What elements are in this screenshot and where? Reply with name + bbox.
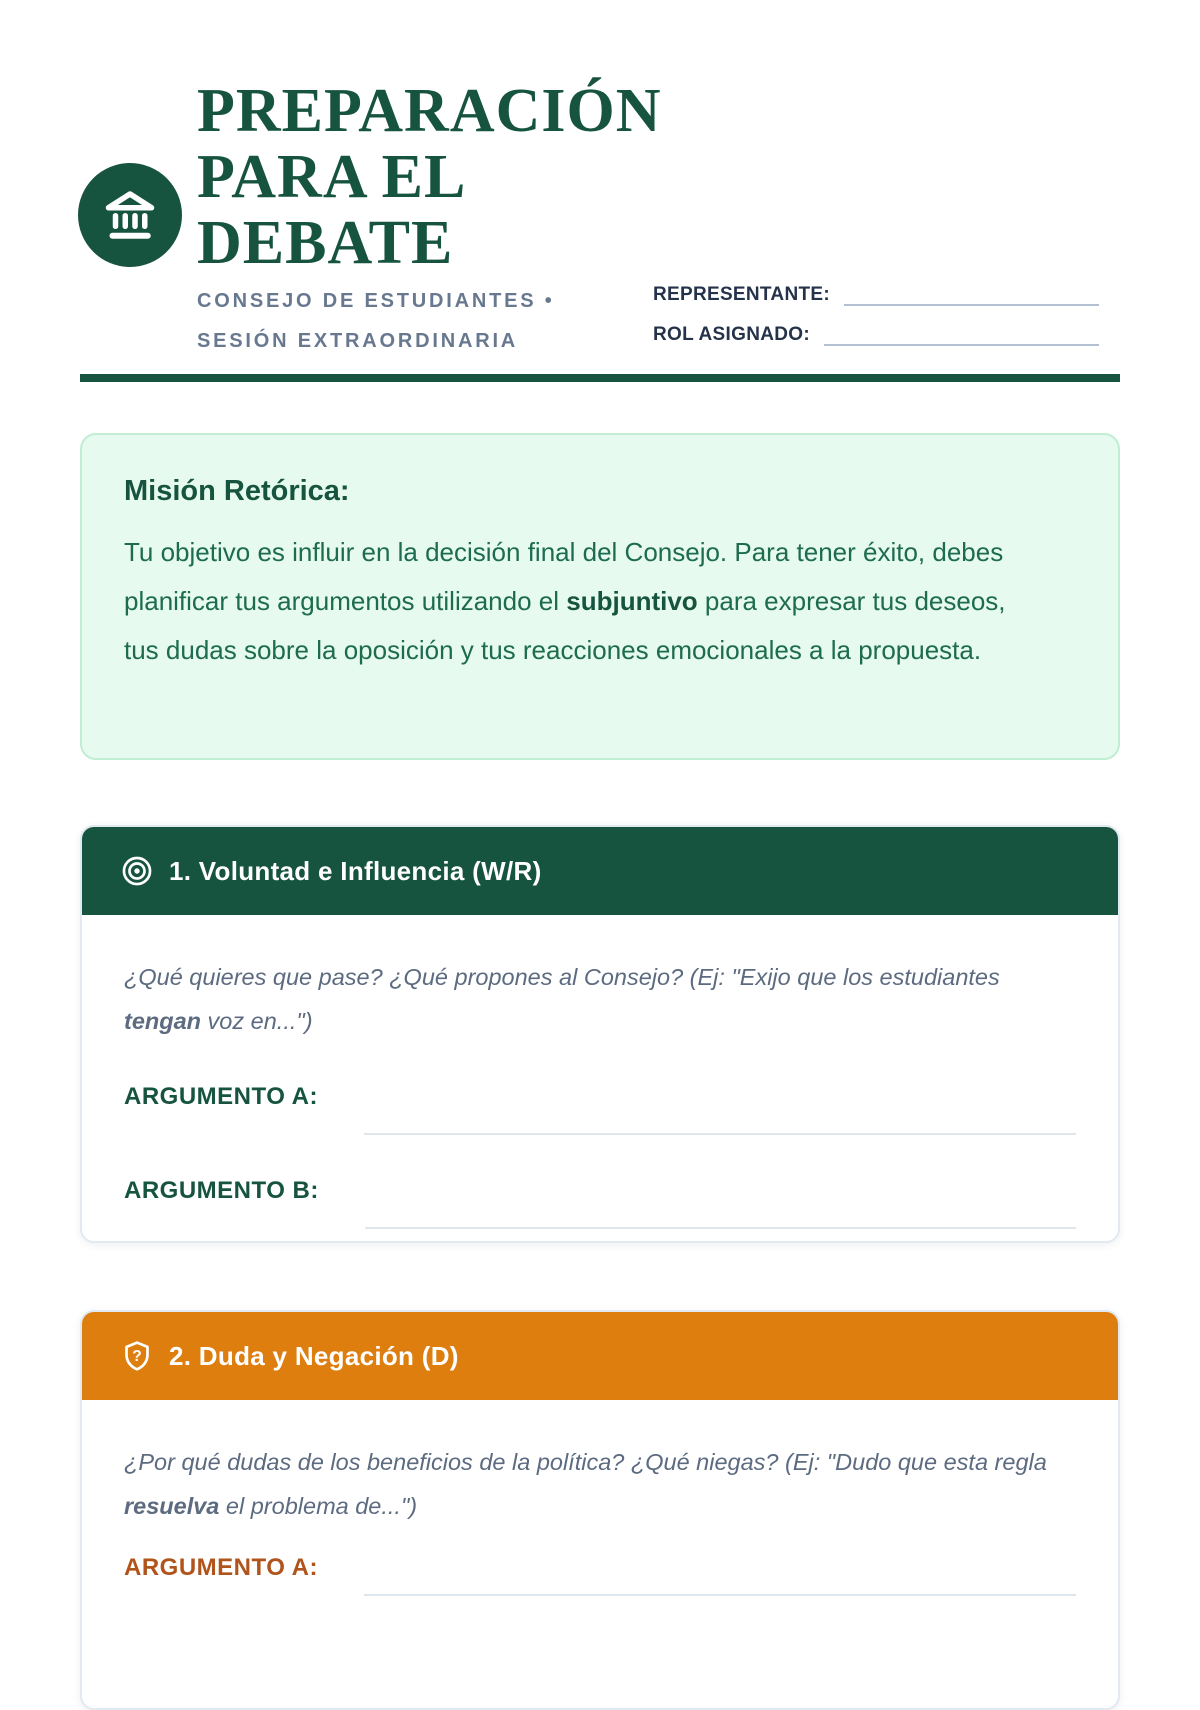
prompt-before: ¿Por qué dudas de los beneficios de la política? ¿Qué niegas? (Ej: "Dudo que esta regla (124, 1449, 1047, 1475)
assigned-role-label: ROL ASIGNADO: (653, 324, 810, 345)
mission-body-after: para expresar tus deseos, tus dudas sobre la oposición y tus reacciones emocionales a la propuesta. (124, 586, 1006, 665)
mission-body-bold: subjuntivo (566, 586, 698, 616)
header-divider (80, 374, 1120, 382)
header-fields (653, 279, 1099, 359)
representative-label: REPRESENTANTE: (653, 284, 830, 305)
section-voluntad-title: 1. Voluntad e Influencia (W/R) (169, 855, 542, 886)
prompt-after: voz en...") (201, 1008, 313, 1034)
prompt-bold: resuelva (124, 1493, 220, 1519)
assigned-role-field-row (653, 319, 1099, 346)
argument-a-input[interactable] (364, 1083, 1076, 1135)
argument-a-row (124, 1083, 1076, 1135)
prompt-bold: tengan (124, 1008, 202, 1034)
argument-a-label: ARGUMENTO A: (124, 1083, 318, 1110)
shield-question-icon (120, 1339, 154, 1373)
mission-box (80, 433, 1120, 760)
page-title (197, 78, 917, 276)
section-voluntad-prompt (124, 955, 1059, 1043)
argument-a-input[interactable] (364, 1554, 1076, 1596)
argument-a-label: ARGUMENTO A: (124, 1554, 318, 1581)
subtitle-line2: SESIÓN EXTRAORDINARIA (197, 330, 519, 352)
section-voluntad-header (82, 827, 1118, 915)
target-icon (120, 854, 154, 888)
assigned-role-input[interactable] (824, 322, 1099, 346)
representative-input[interactable] (844, 282, 1099, 306)
section-duda-card (80, 1310, 1120, 1710)
representative-field-row (653, 279, 1099, 306)
mission-body (124, 528, 1014, 675)
argument-a-row (124, 1554, 1076, 1596)
bank-icon (78, 163, 182, 267)
prompt-before: ¿Qué quieres que pase? ¿Qué propones al Consejo? (Ej: "Exijo que los estudiantes (124, 964, 1000, 990)
prompt-after: el problema de...") (219, 1493, 418, 1519)
page-title-line1: PREPARACIÓN (197, 77, 662, 145)
mission-body-before: Tu objetivo es influir en la decisión final del Consejo. Para tener éxito, debes planificar tus argumentos utilizando el (124, 537, 1004, 616)
section-duda-header (82, 1312, 1118, 1400)
page-title-line3: DEBATE (197, 209, 454, 277)
svg-text:?: ? (132, 1347, 142, 1365)
section-voluntad-card (80, 825, 1120, 1243)
argument-b-label: ARGUMENTO B: (124, 1177, 319, 1204)
section-voluntad-body (82, 915, 1118, 1241)
section-duda-title: 2. Duda y Negación (D) (169, 1340, 459, 1371)
section-duda-body (82, 1400, 1118, 1608)
argument-b-row (124, 1177, 1076, 1229)
section-duda-prompt (124, 1440, 1059, 1528)
mission-heading: Misión Retórica: (124, 475, 350, 507)
page-title-line2: PARA EL (197, 143, 467, 211)
subtitle-line1: CONSEJO DE ESTUDIANTES • (197, 290, 555, 312)
argument-b-input[interactable] (365, 1177, 1076, 1229)
